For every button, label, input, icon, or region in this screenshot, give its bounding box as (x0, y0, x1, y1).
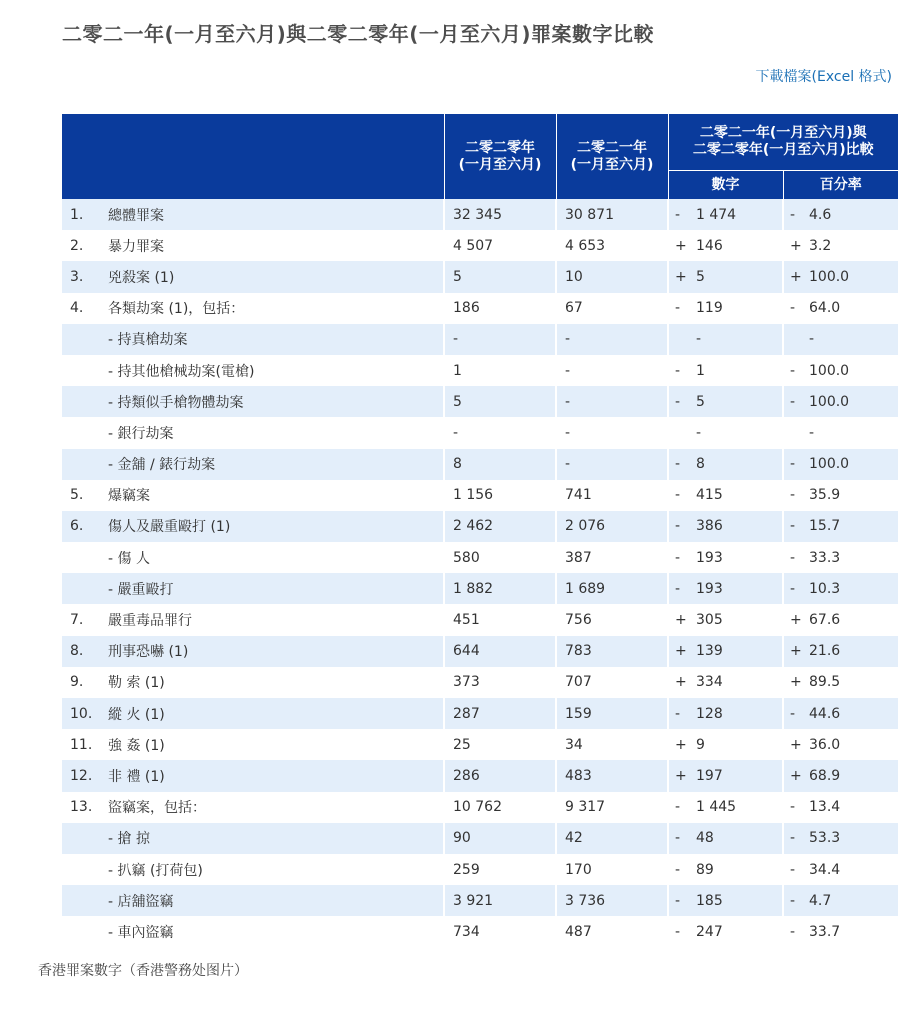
count-value: 193 (690, 573, 783, 604)
row-number: 5. (62, 480, 100, 511)
row-number: 4. (62, 293, 100, 324)
percent-value: 4.7 (803, 885, 898, 916)
value-2020: 1 (444, 355, 556, 386)
count-sign: + (668, 636, 690, 667)
table-row (62, 573, 898, 604)
row-number: 2. (62, 230, 100, 261)
percent-sign: - (783, 293, 803, 324)
count-value: 1 445 (690, 792, 783, 823)
header-blank (62, 114, 444, 199)
value-2020: - (444, 324, 556, 355)
value-2021: 170 (556, 854, 668, 885)
percent-sign: + (783, 760, 803, 791)
percent-sign (783, 324, 803, 355)
percent-value: 100.0 (803, 355, 898, 386)
row-label: 傷人及嚴重毆打 (1) (100, 511, 444, 542)
count-value: 185 (690, 885, 783, 916)
table-row (62, 698, 898, 729)
row-label: 盜竊案，包括： (100, 792, 444, 823)
count-sign: - (668, 885, 690, 916)
percent-sign: - (783, 854, 803, 885)
download-excel-link[interactable]: 下載檔案(Excel 格式) (755, 69, 892, 85)
percent-sign: - (783, 573, 803, 604)
value-2021: 2 076 (556, 511, 668, 542)
row-number (62, 573, 100, 604)
row-label: 刑事恐嚇 (1) (100, 636, 444, 667)
table-row (62, 636, 898, 667)
header-percent: 百分率 (783, 171, 898, 200)
count-sign: + (668, 230, 690, 261)
value-2020: 5 (444, 386, 556, 417)
value-2020: 287 (444, 698, 556, 729)
count-sign (668, 417, 690, 448)
percent-sign: + (783, 261, 803, 292)
count-sign: - (668, 199, 690, 230)
value-2021: 10 (556, 261, 668, 292)
row-label: - 銀行劫案 (100, 417, 444, 448)
percent-sign: - (783, 792, 803, 823)
value-2021: 3 736 (556, 885, 668, 916)
count-value: 128 (690, 698, 783, 729)
value-2020: 373 (444, 667, 556, 698)
table-row (62, 261, 898, 292)
count-value: 1 474 (690, 199, 783, 230)
value-2021: 756 (556, 604, 668, 635)
table-row (62, 324, 898, 355)
row-number (62, 823, 100, 854)
percent-sign: - (783, 511, 803, 542)
count-value: 5 (690, 261, 783, 292)
percent-value: 67.6 (803, 604, 898, 635)
percent-value: 100.0 (803, 261, 898, 292)
row-label: 總體罪案 (100, 199, 444, 230)
count-value: 89 (690, 854, 783, 885)
value-2020: 259 (444, 854, 556, 885)
row-label: - 店舖盜竊 (100, 885, 444, 916)
value-2020: 734 (444, 916, 556, 947)
row-label: - 傷 人 (100, 542, 444, 573)
percent-sign: - (783, 355, 803, 386)
count-sign: + (668, 667, 690, 698)
percent-value: 33.3 (803, 542, 898, 573)
row-label: - 持其他槍械劫案(電槍) (100, 355, 444, 386)
row-label: 各類劫案 (1)，包括： (100, 293, 444, 324)
value-2020: 451 (444, 604, 556, 635)
row-number: 6. (62, 511, 100, 542)
percent-value: 3.2 (803, 230, 898, 261)
row-number (62, 885, 100, 916)
count-sign: + (668, 760, 690, 791)
count-sign: - (668, 823, 690, 854)
percent-value: 34.4 (803, 854, 898, 885)
image-caption: 香港罪案數字（香港警務处图片） (38, 963, 248, 979)
percent-sign: - (783, 480, 803, 511)
row-label: 暴力罪案 (100, 230, 444, 261)
count-value: 1 (690, 355, 783, 386)
value-2020: 8 (444, 449, 556, 480)
header-count: 數字 (668, 171, 783, 200)
row-label: 強 姦 (1) (100, 729, 444, 760)
value-2021: 483 (556, 760, 668, 791)
table-row (62, 760, 898, 791)
percent-value: 35.9 (803, 480, 898, 511)
percent-sign: - (783, 386, 803, 417)
table-row (62, 792, 898, 823)
percent-sign: + (783, 667, 803, 698)
table-row (62, 449, 898, 480)
row-number (62, 542, 100, 573)
count-value: 247 (690, 916, 783, 947)
row-number (62, 417, 100, 448)
value-2020: 1 882 (444, 573, 556, 604)
count-sign: - (668, 854, 690, 885)
count-value: 9 (690, 729, 783, 760)
count-value: 146 (690, 230, 783, 261)
header-2021: 二零二一年 (一月至六月) (556, 114, 668, 199)
count-value: 415 (690, 480, 783, 511)
count-sign: - (668, 511, 690, 542)
percent-sign: - (783, 885, 803, 916)
row-label: 嚴重毒品罪行 (100, 604, 444, 635)
table-row (62, 823, 898, 854)
count-value: 8 (690, 449, 783, 480)
table-row (62, 293, 898, 324)
table-row (62, 667, 898, 698)
value-2020: 286 (444, 760, 556, 791)
percent-value: 89.5 (803, 667, 898, 698)
value-2021: 783 (556, 636, 668, 667)
row-number: 7. (62, 604, 100, 635)
percent-value: 100.0 (803, 386, 898, 417)
value-2021: 9 317 (556, 792, 668, 823)
count-sign: - (668, 293, 690, 324)
value-2020: 90 (444, 823, 556, 854)
row-number (62, 916, 100, 947)
percent-sign: - (783, 698, 803, 729)
value-2021: - (556, 355, 668, 386)
row-number (62, 449, 100, 480)
percent-sign: + (783, 729, 803, 760)
value-2021: - (556, 417, 668, 448)
header-comparison: 二零二一年(一月至六月)與 二零二零年(一月至六月)比較 (668, 114, 898, 171)
value-2020: 25 (444, 729, 556, 760)
row-number: 13. (62, 792, 100, 823)
table-row (62, 511, 898, 542)
percent-value: 44.6 (803, 698, 898, 729)
table-row (62, 199, 898, 230)
value-2021: 1 689 (556, 573, 668, 604)
value-2020: 5 (444, 261, 556, 292)
percent-sign: - (783, 199, 803, 230)
table-row (62, 885, 898, 916)
value-2021: 4 653 (556, 230, 668, 261)
percent-sign: + (783, 230, 803, 261)
row-number (62, 355, 100, 386)
value-2021: 741 (556, 480, 668, 511)
percent-value: 4.6 (803, 199, 898, 230)
percent-value: 15.7 (803, 511, 898, 542)
percent-value: 21.6 (803, 636, 898, 667)
count-value: 305 (690, 604, 783, 635)
percent-value: - (803, 324, 898, 355)
header-2020: 二零二零年 (一月至六月) (444, 114, 556, 199)
table-row (62, 386, 898, 417)
value-2021: - (556, 449, 668, 480)
table-row (62, 604, 898, 635)
value-2020: 4 507 (444, 230, 556, 261)
value-2020: 32 345 (444, 199, 556, 230)
percent-value: 13.4 (803, 792, 898, 823)
value-2021: 487 (556, 916, 668, 947)
row-label: 縱 火 (1) (100, 698, 444, 729)
row-label: 兇殺案 (1) (100, 261, 444, 292)
count-value: - (690, 417, 783, 448)
value-2021: 30 871 (556, 199, 668, 230)
row-label: - 金舖 / 錶行劫案 (100, 449, 444, 480)
value-2021: - (556, 386, 668, 417)
value-2021: 67 (556, 293, 668, 324)
count-value: 5 (690, 386, 783, 417)
count-value: - (690, 324, 783, 355)
row-label: 勒 索 (1) (100, 667, 444, 698)
row-number: 12. (62, 760, 100, 791)
table-row (62, 542, 898, 573)
count-sign: + (668, 261, 690, 292)
percent-sign: - (783, 916, 803, 947)
percent-sign: - (783, 542, 803, 573)
percent-value: 33.7 (803, 916, 898, 947)
value-2020: 1 156 (444, 480, 556, 511)
row-number: 11. (62, 729, 100, 760)
count-sign: - (668, 355, 690, 386)
value-2020: 186 (444, 293, 556, 324)
percent-value: - (803, 417, 898, 448)
count-value: 139 (690, 636, 783, 667)
percent-value: 68.9 (803, 760, 898, 791)
row-label: - 持真槍劫案 (100, 324, 444, 355)
table-row (62, 355, 898, 386)
count-sign: - (668, 480, 690, 511)
count-sign: - (668, 916, 690, 947)
percent-value: 53.3 (803, 823, 898, 854)
count-sign: + (668, 729, 690, 760)
count-sign: - (668, 542, 690, 573)
row-number: 8. (62, 636, 100, 667)
count-sign (668, 324, 690, 355)
value-2020: 2 462 (444, 511, 556, 542)
percent-sign: - (783, 823, 803, 854)
row-label: 爆竊案 (100, 480, 444, 511)
percent-value: 10.3 (803, 573, 898, 604)
count-value: 119 (690, 293, 783, 324)
percent-sign (783, 417, 803, 448)
value-2021: 42 (556, 823, 668, 854)
row-label: 非 禮 (1) (100, 760, 444, 791)
row-number: 9. (62, 667, 100, 698)
row-number: 3. (62, 261, 100, 292)
row-label: - 車內盜竊 (100, 916, 444, 947)
count-sign: - (668, 698, 690, 729)
table-row (62, 480, 898, 511)
count-sign: - (668, 449, 690, 480)
value-2020: - (444, 417, 556, 448)
percent-value: 36.0 (803, 729, 898, 760)
percent-sign: + (783, 604, 803, 635)
row-label: - 扒竊 (打荷包) (100, 854, 444, 885)
percent-value: 100.0 (803, 449, 898, 480)
table-row (62, 230, 898, 261)
count-value: 193 (690, 542, 783, 573)
count-value: 48 (690, 823, 783, 854)
count-value: 386 (690, 511, 783, 542)
count-sign: - (668, 792, 690, 823)
count-sign: - (668, 386, 690, 417)
value-2020: 3 921 (444, 885, 556, 916)
row-number: 10. (62, 698, 100, 729)
table-row (62, 417, 898, 448)
count-value: 334 (690, 667, 783, 698)
row-label: - 搶 掠 (100, 823, 444, 854)
percent-value: 64.0 (803, 293, 898, 324)
table-row (62, 854, 898, 885)
value-2020: 644 (444, 636, 556, 667)
crime-comparison-table (62, 114, 898, 948)
value-2021: 159 (556, 698, 668, 729)
percent-sign: + (783, 636, 803, 667)
count-value: 197 (690, 760, 783, 791)
percent-sign: - (783, 449, 803, 480)
row-number: 1. (62, 199, 100, 230)
row-number (62, 386, 100, 417)
row-number (62, 324, 100, 355)
row-label: - 嚴重毆打 (100, 573, 444, 604)
value-2020: 580 (444, 542, 556, 573)
value-2021: 34 (556, 729, 668, 760)
table-row (62, 916, 898, 947)
count-sign: - (668, 573, 690, 604)
row-number (62, 854, 100, 885)
value-2021: - (556, 324, 668, 355)
value-2020: 10 762 (444, 792, 556, 823)
table-row (62, 729, 898, 760)
value-2021: 707 (556, 667, 668, 698)
row-label: - 持類似手槍物體劫案 (100, 386, 444, 417)
count-sign: + (668, 604, 690, 635)
page-title: 二零二一年(一月至六月)與二零二零年(一月至六月)罪案數字比較 (62, 22, 655, 46)
value-2021: 387 (556, 542, 668, 573)
